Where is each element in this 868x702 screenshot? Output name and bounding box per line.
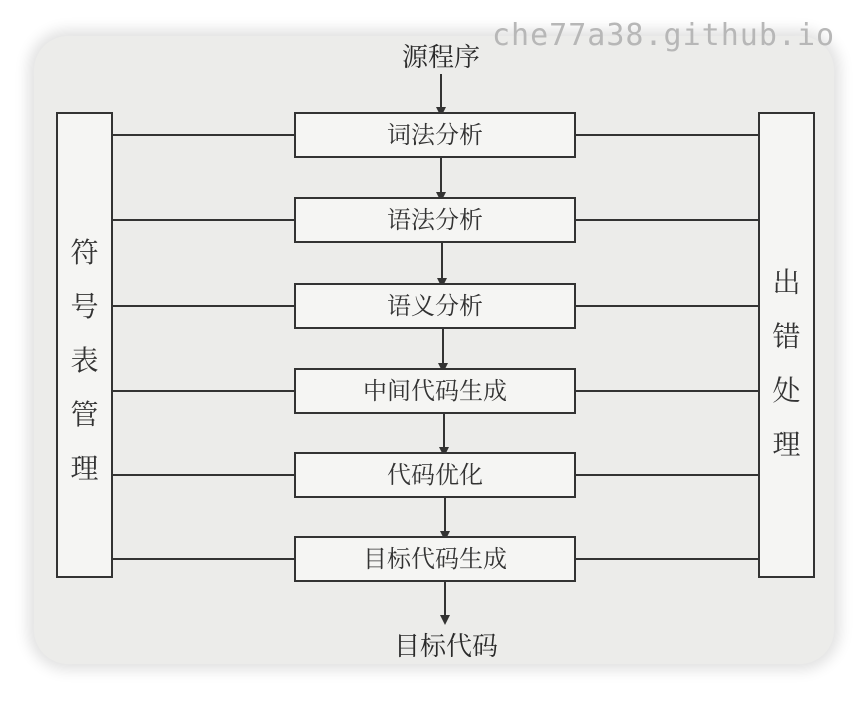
watermark-text: che77a38.github.io [492,18,836,53]
stage-label-5: 代码优化 [387,461,483,489]
stage-label-3: 语义分析 [387,292,483,320]
target-code-label: 目标代码 [393,632,499,662]
nodes-layer [57,113,814,581]
stage-label-2: 语法分析 [387,206,483,234]
stage-label-1: 词法分析 [387,121,483,149]
stage-label-6: 目标代码生成 [363,545,507,573]
error-handling-label: 出错处理 [772,266,801,461]
stage-label-4: 中间代码生成 [363,377,507,405]
symbol-table-label: 符号表管理 [70,236,99,485]
source-program-label: 源程序 [401,43,481,73]
